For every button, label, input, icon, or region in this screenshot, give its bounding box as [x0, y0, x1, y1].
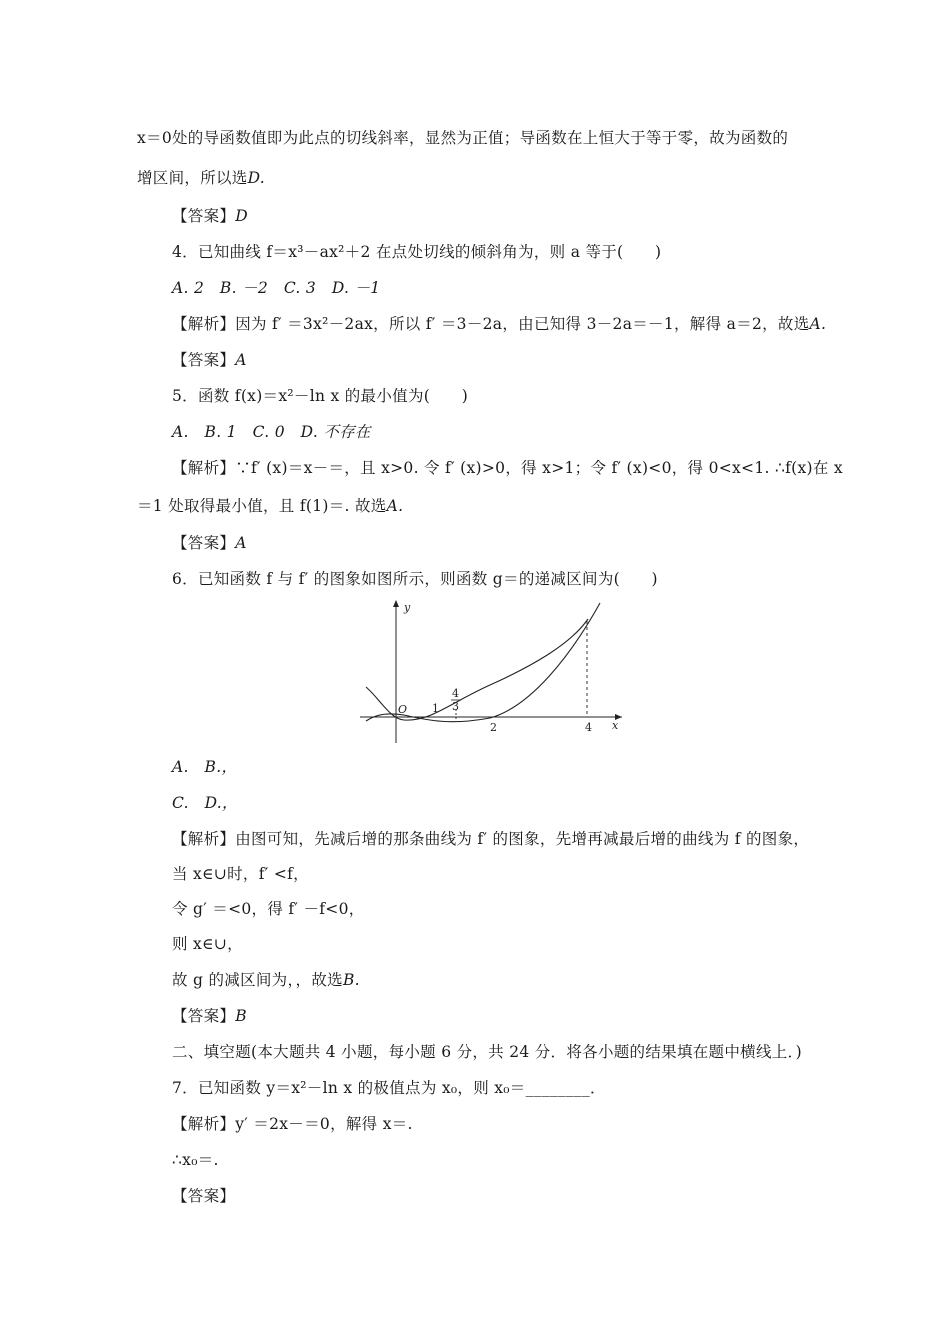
answer-value: D	[235, 207, 248, 225]
answer-label: 【答案】	[172, 534, 236, 552]
answer-value: A	[235, 351, 247, 369]
text-span: 【解析】因为 f′ ＝3x²－2ax，所以 f′ ＝3－2a，由已知得 3－2a＝－1，解得 a＝2，故选	[172, 315, 810, 333]
text-line: x＝0处的导函数值即为此点的切线斜率，显然为正值；导函数在上恒大于等于零，故为函数的	[137, 129, 789, 147]
answer-value: A	[235, 534, 247, 552]
tick-label-1: 1	[432, 702, 439, 715]
question-6-options-ab: A. B.，	[172, 758, 238, 776]
answer-label: 【答案】	[172, 1007, 236, 1025]
text-span: 故 g 的减区间为，，故选	[172, 971, 343, 989]
question-6-options-cd: C. D.，	[172, 794, 238, 812]
answer-line	[172, 206, 248, 226]
text-span: ＝1 处取得最小值，且 f(1)＝. 故选	[137, 497, 387, 515]
question-5: 5．函数 f(x)＝x²－ln x 的最小值为( )	[172, 387, 469, 405]
y-axis-label: y	[404, 601, 411, 614]
text-span: D.	[247, 169, 266, 187]
solution-7-line-1: 【解析】y′ ＝2x－＝0，解得 x＝.	[172, 1115, 413, 1133]
answer-label: 【答案】	[172, 351, 236, 369]
graph-svg	[360, 597, 630, 745]
solution-6-line-3: 令 g′ ＝<0，得 f′ －f<0，	[172, 900, 365, 918]
solution-6-line-1: 【解析】由图可知，先减后增的那条曲线为 f′ 的图象，先增再减最后增的曲线为 f 的图象，	[172, 830, 810, 848]
question-7: 7．已知函数 y＝x²－ln x 的极值点为 x₀，则 x₀＝________．	[172, 1079, 606, 1097]
function-graph-figure	[360, 597, 630, 745]
solution-7-line-2: ∴x₀＝.	[172, 1151, 219, 1169]
y-axis-arrow	[393, 600, 399, 607]
question-5-options: A. B. 1 C. 0 D. 不存在	[172, 423, 371, 441]
question-6: 6．已知函数 f 与 f′ 的图象如图所示，则函数 g＝的递减区间为( )	[172, 570, 658, 588]
question-4: 4．已知曲线 f＝x³－ax²＋2 在点处切线的倾斜角为，则 a 等于( )	[172, 243, 662, 261]
answer-line	[172, 533, 247, 553]
tick-label-4-3-denominator: 3	[452, 700, 459, 713]
solution-5-line-1: 【解析】∵f′ (x)＝x－＝，且 x>0. 令 f′ (x)>0，得 x>1；令 f′ (x)<0，得 0<x<1. ∴f(x)在 x	[172, 459, 843, 477]
text-line	[137, 168, 265, 188]
solution-4	[172, 314, 826, 334]
text-span: 增区间，所以选	[137, 169, 248, 187]
text-span: A.	[809, 315, 827, 333]
tick-label-4: 4	[585, 721, 592, 734]
answer-label: 【答案】	[172, 207, 236, 225]
solution-5-line-2	[137, 496, 403, 516]
answer-line	[172, 350, 247, 370]
solution-6-line-4: 则 x∈∪，	[172, 935, 243, 953]
origin-label: O	[398, 703, 408, 716]
text-span: A.	[386, 497, 404, 515]
text-span: B.	[342, 971, 360, 989]
tick-label-4-3-numerator: 4	[452, 687, 459, 700]
question-4-options: A. 2 B. －2 C. 3 D. －1	[172, 279, 381, 297]
solution-6-line-5	[172, 970, 360, 990]
solution-6-line-2: 当 x∈∪时，f′ <f，	[172, 865, 309, 883]
answer-value: B	[235, 1007, 247, 1025]
answer-line	[172, 1006, 247, 1026]
section-heading: 二、填空题(本大题共 4 小题，每小题 6 分，共 24 分．将各小题的结果填在题中横线上．)	[172, 1043, 802, 1061]
x-axis-label: x	[612, 719, 619, 732]
answer-line: 【答案】	[172, 1187, 236, 1205]
tick-label-2: 2	[490, 721, 497, 734]
